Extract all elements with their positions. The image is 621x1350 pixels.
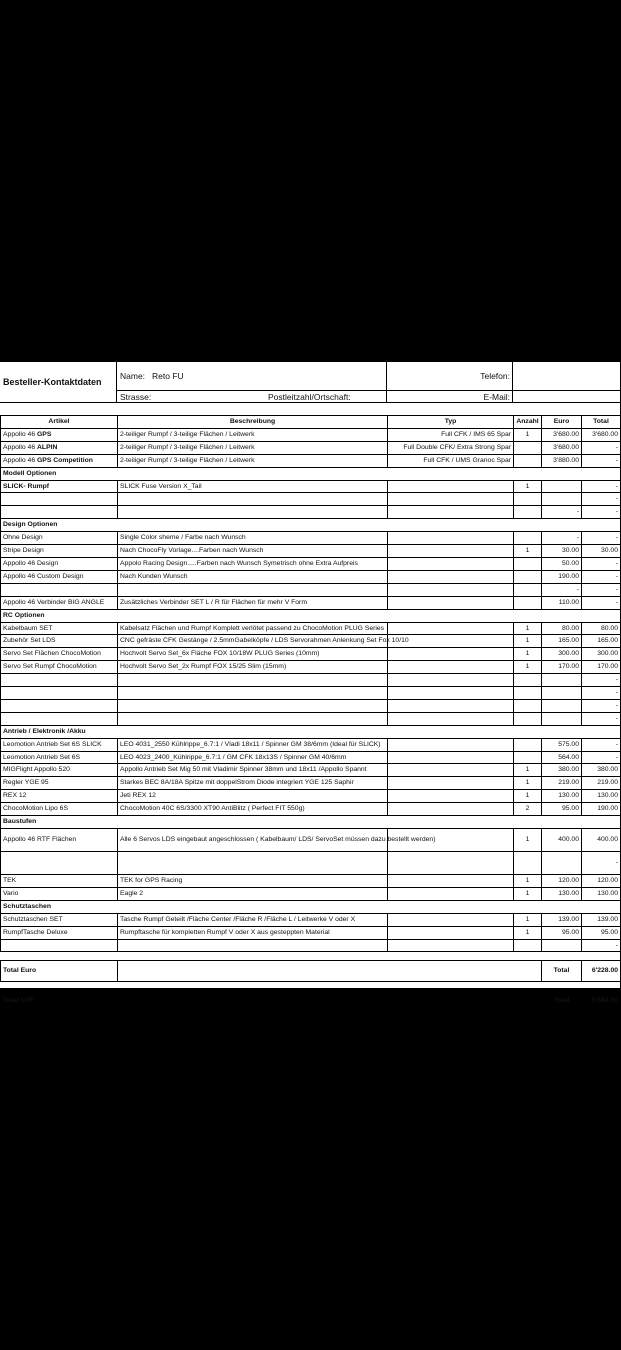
cell-euro [542,687,582,700]
cell-total: 3'680.00 [582,428,621,441]
cell-artikel [1,687,118,700]
postal-label: Postleitzahl/Ortschaft: [268,392,351,402]
cell-artikel [1,926,118,939]
cell-artikel [1,913,118,926]
cell-euro: 130.00 [542,790,582,803]
cell-artikel [1,493,118,506]
cell-beschreibung [118,506,388,519]
cell-typ [388,532,514,545]
cell-artikel [1,661,118,674]
total-label: Total Euro [1,961,118,982]
section-row [1,519,621,532]
cell-anzahl[interactable] [514,712,542,725]
cell-euro: 95.00 [542,803,582,816]
cell-beschreibung: 2-teiliger Rumpf / 3-teilige Flächen / Leitwerk [118,441,388,454]
artikel-variant: ALPIN [37,443,58,451]
table-row [1,454,621,467]
cell-anzahl[interactable]: 1 [514,661,542,674]
cell-total: 130.00 [582,790,621,803]
cell-euro: 575.00 [542,738,582,751]
cell-euro [542,674,582,687]
table-row [1,738,621,751]
table-row [1,480,621,493]
table-row [1,829,621,852]
cell-anzahl[interactable]: 1 [514,622,542,635]
order-sheet [0,361,620,1005]
contact-heading: Besteller-Kontaktdaten [3,377,102,387]
section-title: RC Optionen [1,609,621,622]
table-row [1,751,621,764]
cell-euro [542,939,582,952]
cell-total: - [582,532,621,545]
table-row [1,557,621,570]
cell-beschreibung: SLICK Fuse Version X_Tail [118,480,388,493]
cell-typ [388,480,514,493]
cell-artikel [1,648,118,661]
artikel-name: Appollo 46 [3,430,38,438]
cell-artikel [1,712,118,725]
artikel-name: Zubehör Set LDS [3,637,56,645]
table-row [1,545,621,558]
cell-euro: 165.00 [542,635,582,648]
cell-total: - [582,852,621,875]
cell-artikel [1,738,118,751]
cell-beschreibung: Starkes BEC 8A/18A Spitze mit doppelStrom Diode integriert YGE 125 Saphir [118,777,388,790]
cell-anzahl[interactable]: 1 [514,790,542,803]
cell-artikel [1,803,118,816]
cell-beschreibung: 2-teiliger Rumpf / 3-teilige Flächen / Leitwerk [118,428,388,441]
cell-artikel [1,887,118,900]
cell-anzahl[interactable]: 1 [514,777,542,790]
table-row [1,687,621,700]
cell-anzahl[interactable]: 1 [514,428,542,441]
cell-anzahl[interactable] [514,557,542,570]
cell-total: 30.00 [582,545,621,558]
cell-anzahl[interactable]: 1 [514,913,542,926]
cell-artikel [1,852,118,875]
table-row [1,764,621,777]
cell-artikel [1,829,118,852]
cell-typ [388,648,514,661]
cell-total: 219.00 [582,777,621,790]
artikel-name: Stripe Design [3,547,44,555]
cell-typ [388,926,514,939]
cell-anzahl[interactable]: 1 [514,926,542,939]
artikel-name: Appollo 46 RTF Flächen [3,836,77,844]
cell-beschreibung [118,583,388,596]
artikel-variant: GPS Competition [37,456,93,464]
total-empty [118,991,542,1012]
cell-total: 120.00 [582,875,621,888]
cell-euro: 564.00 [542,751,582,764]
table-row [1,852,621,875]
table-row [1,661,621,674]
cell-anzahl[interactable]: 1 [514,764,542,777]
table-row [1,777,621,790]
cell-beschreibung: Tasche Rumpf Geteilt /Fläche Center /Fläche R /Fläche L / Leitwerke V oder X [118,913,388,926]
cell-artikel [1,428,118,441]
phone-label: Telefon: [480,371,510,381]
table-row [1,428,621,441]
section-title: Modell Optionen [1,467,621,480]
cell-anzahl[interactable]: 1 [514,648,542,661]
cell-artikel [1,532,118,545]
spacer-cell [1,982,621,991]
cell-typ [388,661,514,674]
artikel-name: Regler YGE 95 [3,779,49,787]
cell-anzahl[interactable]: 1 [514,887,542,900]
cell-total: - [582,557,621,570]
cell-euro: 80.00 [542,622,582,635]
cell-artikel [1,583,118,596]
cell-beschreibung [118,493,388,506]
spacer-row [1,952,621,961]
cell-euro: 95.00 [542,926,582,939]
header-euro: Euro [542,416,582,429]
cell-euro: 170.00 [542,661,582,674]
cell-artikel [1,570,118,583]
name-value[interactable]: Reto FU [152,371,184,381]
total-value: 5'864.00 [582,991,621,1012]
table-row [1,790,621,803]
cell-anzahl[interactable]: 1 [514,635,542,648]
cell-beschreibung: Rumpftasche für kompletten Rumpf V oder X aus gesteppten Material [118,926,388,939]
cell-typ [388,506,514,519]
table-row [1,803,621,816]
cell-typ [388,570,514,583]
cell-euro: - [542,583,582,596]
cell-beschreibung [118,674,388,687]
table-row [1,583,621,596]
cell-euro: 400.00 [542,829,582,852]
cell-artikel [1,480,118,493]
spacer-cell [1,952,621,961]
cell-euro: 130.00 [542,887,582,900]
cell-total: - [582,570,621,583]
cell-typ [388,887,514,900]
name-label: Name: [120,371,146,381]
cell-total: - [582,454,621,467]
cell-artikel [1,545,118,558]
cell-total: - [582,939,621,952]
cell-anzahl[interactable] [514,596,542,609]
cell-beschreibung [118,699,388,712]
artikel-name: MIGFlight Appollo 520 [3,766,70,774]
cell-beschreibung: LEO 4031_2550 Kühlrippe_6.7:1 / Vladi 18x11 / Spinner GM 38/6mm (Ideal für SLICK) [118,738,388,751]
header-anzahl: Anzahl [514,416,542,429]
artikel-name: ChocoMotion Lipo 6S [3,805,68,813]
cell-anzahl[interactable]: 1 [514,480,542,493]
total-row [1,991,621,1012]
cell-total: - [582,738,621,751]
cell-beschreibung: Zusätzliches Verbinder SET L / R für Flächen für mehr V Form [118,596,388,609]
artikel-name: RumpfTasche Deluxe [3,928,68,936]
cell-total: - [582,596,621,609]
section-row [1,609,621,622]
table-row [1,570,621,583]
cell-typ [388,712,514,725]
header-beschreibung: Beschreibung [118,416,388,429]
cell-anzahl[interactable]: 1 [514,545,542,558]
cell-beschreibung: Nach ChocoFly Vorlage....Farben nach Wunsch [118,545,388,558]
cell-beschreibung: Kabelsatz Flächen und Rumpf Komplett verlötet passend zu ChocoMotion PLUG Series [118,622,388,635]
cell-total: 139.00 [582,913,621,926]
cell-beschreibung: Appollo Antrieb Set Mig 50 mit Vladimir Spinner 38mm und 18x11 /Appollo Spannt [118,764,388,777]
cell-total: 130.00 [582,887,621,900]
artikel-name: Appollo 46 Custom Design [3,572,84,580]
cell-typ [388,875,514,888]
cell-artikel [1,777,118,790]
cell-beschreibung: ChocoMotion 40C 6S/3300 XT90 AntiBlitz ( Perfect FIT 550g) [118,803,388,816]
artikel-name: Vario [3,889,19,897]
cell-typ [388,687,514,700]
total-label: Total CHF [1,991,118,1012]
cell-artikel [1,790,118,803]
cell-euro: - [542,506,582,519]
section-row [1,725,621,738]
cell-typ: Full CFK / IMS 65 Spar [388,428,514,441]
section-title: Baustufen [1,816,621,829]
cell-typ [388,622,514,635]
cell-typ [388,738,514,751]
cell-anzahl[interactable]: 2 [514,803,542,816]
total-value: 6'228.00 [582,961,621,982]
cell-total: - [582,480,621,493]
cell-artikel [1,699,118,712]
cell-anzahl[interactable] [514,441,542,454]
cell-typ [388,699,514,712]
artikel-name: Servo Set Flächen ChocoMotion [3,650,101,658]
table-row [1,939,621,952]
cell-anzahl[interactable]: 1 [514,875,542,888]
cell-beschreibung: Nach Kunden Wunsch [118,570,388,583]
cell-artikel [1,674,118,687]
cell-beschreibung: Jeti REX 12 [118,790,388,803]
artikel-name: Appollo 46 Design [3,559,59,567]
cell-typ [388,913,514,926]
table-row [1,596,621,609]
cell-artikel [1,622,118,635]
cell-artikel [1,764,118,777]
artikel-name: Appollo 46 [3,456,38,464]
email-label: E-Mail: [483,392,510,402]
cell-anzahl[interactable] [514,532,542,545]
artikel-name: Leomotion Antrieb Set 6S [3,753,81,761]
table-header [1,416,621,429]
cell-euro: 219.00 [542,777,582,790]
header-artikel: Artikel [1,416,118,429]
cell-typ [388,583,514,596]
cell-beschreibung: 2-teiliger Rumpf / 3-teilige Flächen / Leitwerk [118,454,388,467]
cell-beschreibung [118,712,388,725]
artikel-name: Servo Set Rumpf ChocoMotion [3,663,97,671]
cell-euro: 3'680.00 [542,428,582,441]
cell-typ [388,777,514,790]
cell-typ [388,596,514,609]
table-row [1,926,621,939]
cell-beschreibung: Appolo Racing Design.....Farben nach Wunsch Symetrisch ohne Extra Aufpreis [118,557,388,570]
header-total: Total [582,416,621,429]
cell-euro: - [542,532,582,545]
cell-total: - [582,712,621,725]
cell-beschreibung [118,852,388,875]
table-row [1,887,621,900]
cell-euro: 3'880.00 [542,454,582,467]
cell-total: 95.00 [582,926,621,939]
cell-euro [542,480,582,493]
section-row [1,816,621,829]
cell-beschreibung: Eagle 2 [118,887,388,900]
section-row [1,900,621,913]
artikel-name: Leomotion Antrieb Set 6S SLICK [3,740,102,748]
artikel-name: Appollo 46 Verbinder BIG ANGLE [3,598,105,606]
artikel-name: REX 12 [3,792,27,800]
cell-beschreibung: LEO 4023_2400_Kühlrippe_6.7:1 / GM CFK 18x13S / Spinner GM 40/6mm [118,751,388,764]
cell-typ [388,764,514,777]
cell-artikel [1,875,118,888]
cell-anzahl[interactable]: 1 [514,829,542,852]
artikel-name: Schutztaschen SET [3,915,63,923]
cell-beschreibung: Hochvolt Servo Set_2x Rumpf FOX 15/25 Slim (15mm) [118,661,388,674]
cell-total: 300.00 [582,648,621,661]
cell-anzahl[interactable] [514,699,542,712]
cell-anzahl[interactable] [514,751,542,764]
total-caption: Total [542,991,582,1012]
table-row [1,699,621,712]
cell-artikel [1,441,118,454]
cell-euro: 139.00 [542,913,582,926]
cell-euro [542,493,582,506]
artikel-name: TEK [3,877,17,884]
cell-typ [388,852,514,875]
header-typ: Typ [388,416,514,429]
cell-anzahl[interactable] [514,506,542,519]
cell-total: - [582,674,621,687]
cell-total: 380.00 [582,764,621,777]
cell-artikel [1,454,118,467]
table-row [1,913,621,926]
cell-euro [542,852,582,875]
table-row [1,648,621,661]
cell-artikel [1,751,118,764]
cell-total: - [582,699,621,712]
artikel-name: Appollo 46 [3,443,38,451]
section-row [1,467,621,480]
cell-beschreibung: Alle 6 Servos LDS eingebaut angeschlossen ( Kabelbaum/ LDS/ ServoSet müssen dazu bestellt werden) [118,829,388,852]
cell-anzahl[interactable] [514,583,542,596]
cell-euro: 380.00 [542,764,582,777]
cell-total: 80.00 [582,622,621,635]
cell-total: - [582,687,621,700]
cell-typ [388,545,514,558]
cell-euro: 120.00 [542,875,582,888]
total-empty [118,961,542,982]
cell-euro: 110.00 [542,596,582,609]
cell-beschreibung: TEK for GPS Racing [118,875,388,888]
table-row [1,493,621,506]
cell-typ: Full CFK / UMS Granoc Spar [388,454,514,467]
order-table [0,415,621,1012]
cell-euro [542,712,582,725]
cell-total: 190.00 [582,803,621,816]
cell-total: 170.00 [582,661,621,674]
cell-beschreibung: CNC gefräste CFK Gestänge / 2.5mmGabelköpfe / LDS Servorahmen Anlenkung Set Fox 10/10 [118,635,388,648]
artikel-name: Ohne Design [3,534,43,542]
cell-beschreibung: Hochvolt Servo Set_6x Fläche FOX 10/18W PLUG Series (10mm) [118,648,388,661]
section-title: Schutztaschen [1,900,621,913]
cell-total: - [582,506,621,519]
cell-typ [388,939,514,952]
total-caption: Total [542,961,582,982]
cell-total: 165.00 [582,635,621,648]
cell-anzahl[interactable] [514,674,542,687]
cell-anzahl[interactable] [514,454,542,467]
cell-anzahl[interactable] [514,852,542,875]
street-label: Strasse: [120,392,152,402]
section-title: Design Optionen [1,519,621,532]
table-row [1,506,621,519]
table-row [1,441,621,454]
cell-euro [542,699,582,712]
cell-beschreibung [118,939,388,952]
cell-anzahl[interactable] [514,493,542,506]
table-row [1,674,621,687]
total-row [1,961,621,982]
section-title: Antrieb / Elektronik /Akku [1,725,621,738]
cell-total: - [582,441,621,454]
cell-total: - [582,751,621,764]
cell-typ [388,790,514,803]
cell-artikel [1,506,118,519]
cell-euro: 3'680.00 [542,441,582,454]
spacer-row [1,982,621,991]
cell-total: - [582,583,621,596]
cell-artikel [1,939,118,952]
cell-artikel [1,557,118,570]
cell-euro: 190.00 [542,570,582,583]
cell-anzahl[interactable] [514,939,542,952]
cell-typ [388,557,514,570]
artikel-variant: GPS [37,430,52,438]
cell-artikel [1,596,118,609]
cell-euro: 30.00 [542,545,582,558]
cell-typ [388,751,514,764]
cell-total: 400.00 [582,829,621,852]
cell-anzahl[interactable] [514,738,542,751]
table-row [1,635,621,648]
cell-euro: 50.00 [542,557,582,570]
cell-artikel [1,635,118,648]
cell-typ [388,803,514,816]
table-row [1,622,621,635]
cell-typ [388,674,514,687]
table-row [1,875,621,888]
cell-beschreibung: Single Color sheme / Farbe nach Wunsch [118,532,388,545]
cell-anzahl[interactable] [514,570,542,583]
cell-beschreibung [118,687,388,700]
table-row [1,712,621,725]
contact-block [0,361,620,403]
artikel-name: Kabelbaum SET [3,624,53,632]
cell-typ: Full Double CFK/ Extra Strong Spar [388,441,514,454]
table-row [1,532,621,545]
artikel-variant: SLICK- Rumpf [3,482,50,490]
cell-total: - [582,493,621,506]
cell-anzahl[interactable] [514,687,542,700]
cell-typ [388,493,514,506]
cell-euro: 300.00 [542,648,582,661]
